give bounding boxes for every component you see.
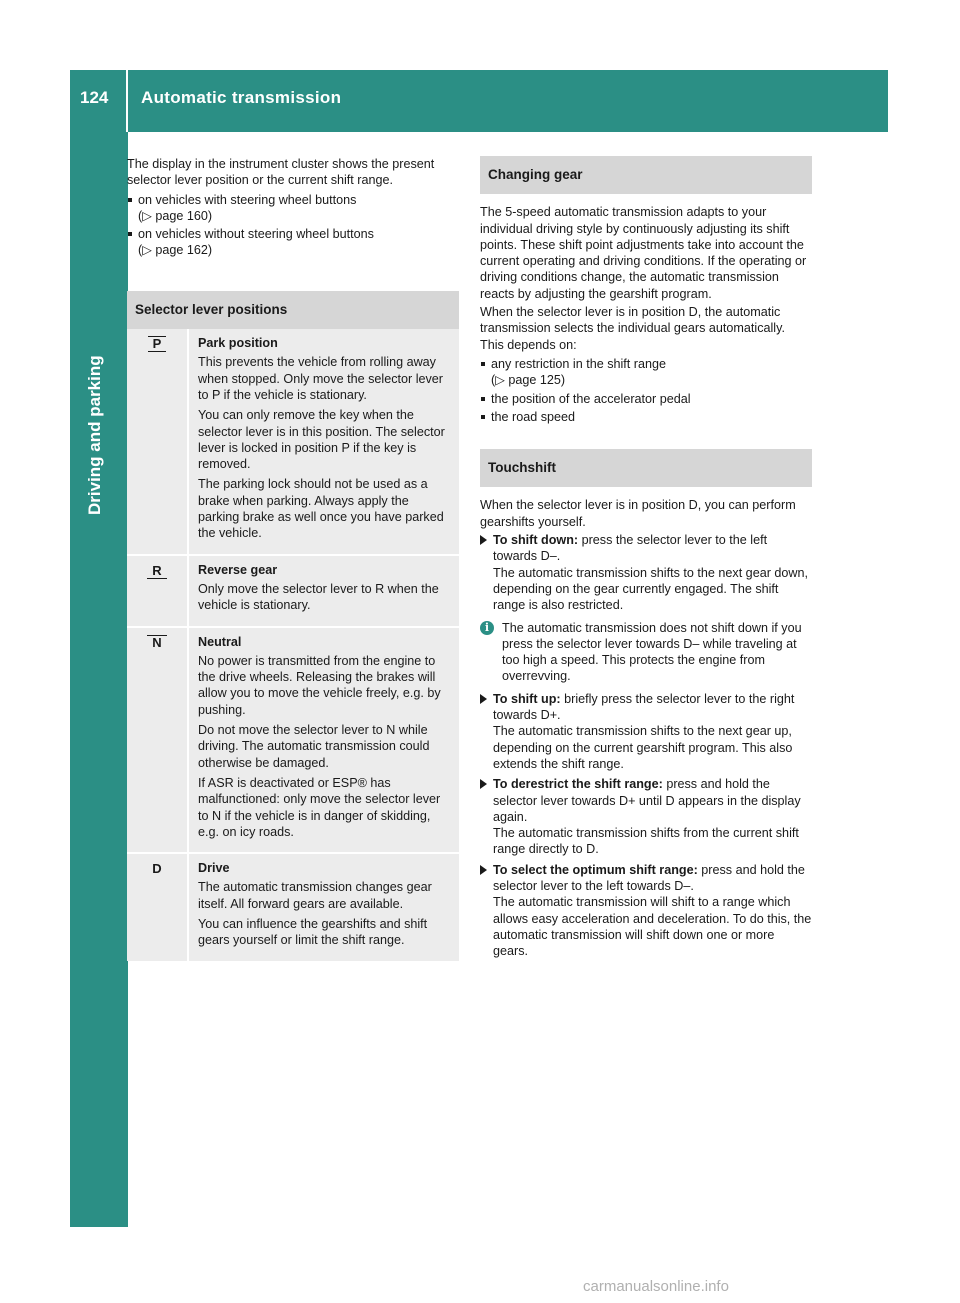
position-description — [189, 329, 459, 554]
changing-gear-paragraph: The 5-speed automatic transmission adapts to your individual driving style by continuously adjusting its shift points. These shift point adjustments take into account the current operating and driving conditions. If the operating or driving conditions change, the automatic transmission reacts by adjusting the gearshift program. — [480, 205, 807, 301]
page-title: Automatic transmission — [141, 88, 342, 107]
instruction-label: To derestrict the shift range: — [493, 777, 663, 792]
position-paragraph: No power is transmitted from the engine to the drive wheels. Releasing the brakes will allow you to move the vehicle freely, e.g. by pushing. — [198, 653, 441, 717]
position-paragraph: Only move the selector lever to R when the vehicle is stationary. — [198, 581, 439, 613]
position-symbol — [127, 628, 189, 853]
table-row — [127, 329, 459, 554]
position-title: Drive — [198, 861, 230, 876]
position-paragraph: If ASR is deactivated or ESP® has malfunctioned: only move the selector lever to N if the vehicle is in danger of skidding, e.g. on icy roads. — [198, 775, 441, 839]
position-description — [189, 854, 459, 960]
instruction-result: The automatic transmission shifts to the next gear up, depending on the current gearshift program. This also extends the shift range. — [493, 724, 793, 771]
shift-conditions-list — [480, 356, 812, 425]
info-text: The automatic transmission does not shift down if you press the selector lever towards D– while traveling at too high a speed. This protects the engine from overrevving. — [502, 620, 802, 684]
position-title: Reverse gear — [198, 562, 278, 577]
position-paragraph: You can influence the gearshifts and shift gears yourself or limit the shift range. — [198, 916, 428, 948]
arrow-right-icon — [480, 535, 487, 545]
position-title: Park position — [198, 336, 278, 351]
left-column — [127, 156, 459, 961]
page-reference-link[interactable]: (▷ page 162) — [138, 243, 213, 258]
table-row — [127, 852, 459, 960]
page-reference-link[interactable]: (▷ page 160) — [138, 208, 213, 223]
list-item — [127, 192, 459, 225]
right-column — [480, 156, 812, 963]
bullet-text: any restriction in the shift range — [491, 356, 667, 371]
section-heading-changing-gear: Changing gear — [480, 156, 812, 194]
position-paragraph: This prevents the vehicle from rolling away when stopped. Only move the selector lever to P if the vehicle is stationary. — [198, 355, 444, 402]
header-divider — [126, 70, 128, 132]
position-paragraph: You can only remove the key when the selector lever is in this position. The selector lever is locked in position P if the key is removed. — [198, 408, 445, 472]
instruction-text: press the selector lever to the left towards D–. — [493, 533, 768, 564]
instruction-text: briefly press the selector lever to the right towards D+. — [493, 691, 795, 723]
touchshift-intro: When the selector lever is in position D, you can perform gearshifts yourself. — [480, 498, 796, 529]
list-item — [480, 391, 812, 407]
position-symbol-p: P — [148, 336, 167, 352]
arrow-right-icon — [480, 779, 487, 789]
info-icon: i — [480, 621, 494, 635]
position-symbol — [127, 329, 189, 554]
instruction-result: The automatic transmission will shift to a range which allows easy acceleration and deceleration. To do this, the automatic transmission will shift down one or more gears. — [493, 895, 812, 959]
position-symbol — [127, 854, 189, 960]
position-symbol-n: N — [147, 635, 166, 650]
bullet-text: on vehicles with steering wheel buttons — [138, 192, 357, 207]
intro-bullet-list — [127, 192, 459, 259]
list-item — [480, 409, 812, 425]
bullet-text: on vehicles without steering wheel buttons — [138, 227, 374, 242]
instruction-shift-down — [480, 532, 812, 613]
position-paragraph: The automatic transmission changes gear itself. All forward gears are available. — [198, 880, 432, 911]
instruction-label: To shift down: — [493, 533, 579, 548]
bullet-text: the road speed — [491, 409, 576, 424]
position-symbol — [127, 556, 189, 626]
watermark: carmanualsonline.info — [583, 1278, 729, 1295]
list-item — [127, 226, 459, 259]
table-row — [127, 626, 459, 853]
position-description — [189, 628, 459, 853]
info-note — [480, 620, 812, 685]
page-reference-link[interactable]: (▷ page 125) — [491, 373, 566, 388]
position-paragraph: The parking lock should not be used as a brake when parking. Always apply the parking brake as well once you have parked the vehicle. — [198, 477, 444, 541]
list-item — [480, 356, 812, 389]
section-heading-selector-positions: Selector lever positions — [127, 291, 459, 329]
page-number: 124 — [80, 88, 109, 107]
bullet-text: the position of the accelerator pedal — [491, 391, 691, 406]
instruction-optimum-range — [480, 862, 812, 960]
instruction-result: The automatic transmission shifts from the current shift range directly to D. — [493, 826, 799, 857]
arrow-right-icon — [480, 865, 487, 875]
instruction-result: The automatic transmission shifts to the next gear down, depending on the gear currently engaged. The shift range is also restricted. — [493, 565, 808, 613]
arrow-right-icon — [480, 694, 487, 704]
section-heading-touchshift: Touchshift — [480, 449, 812, 487]
instruction-shift-up — [480, 691, 812, 772]
instruction-label: To shift up: — [493, 691, 561, 706]
table-row — [127, 554, 459, 626]
instruction-text: press and hold the selector lever towards D+ until D appears in the display again. — [493, 777, 801, 824]
instruction-text: press and hold the selector lever to the left towards D–. — [493, 862, 805, 893]
side-tab-label: Driving and parking — [85, 355, 104, 515]
position-title: Neutral — [198, 634, 242, 649]
position-description — [189, 556, 459, 626]
position-paragraph: Do not move the selector lever to N while driving. The automatic transmission could otherwise be damaged. — [198, 723, 430, 770]
instruction-label: To select the optimum shift range: — [493, 862, 698, 877]
changing-gear-paragraph: When the selector lever is in position D, the automatic transmission selects the individual gears automatically. This depends on: — [480, 305, 785, 352]
intro-paragraph: The display in the instrument cluster shows the present selector lever position or the current shift range. — [127, 157, 435, 188]
selector-positions-table — [127, 329, 459, 961]
position-symbol-r: R — [147, 564, 166, 579]
position-symbol-d: D — [152, 861, 162, 877]
instruction-derestrict — [480, 776, 812, 857]
